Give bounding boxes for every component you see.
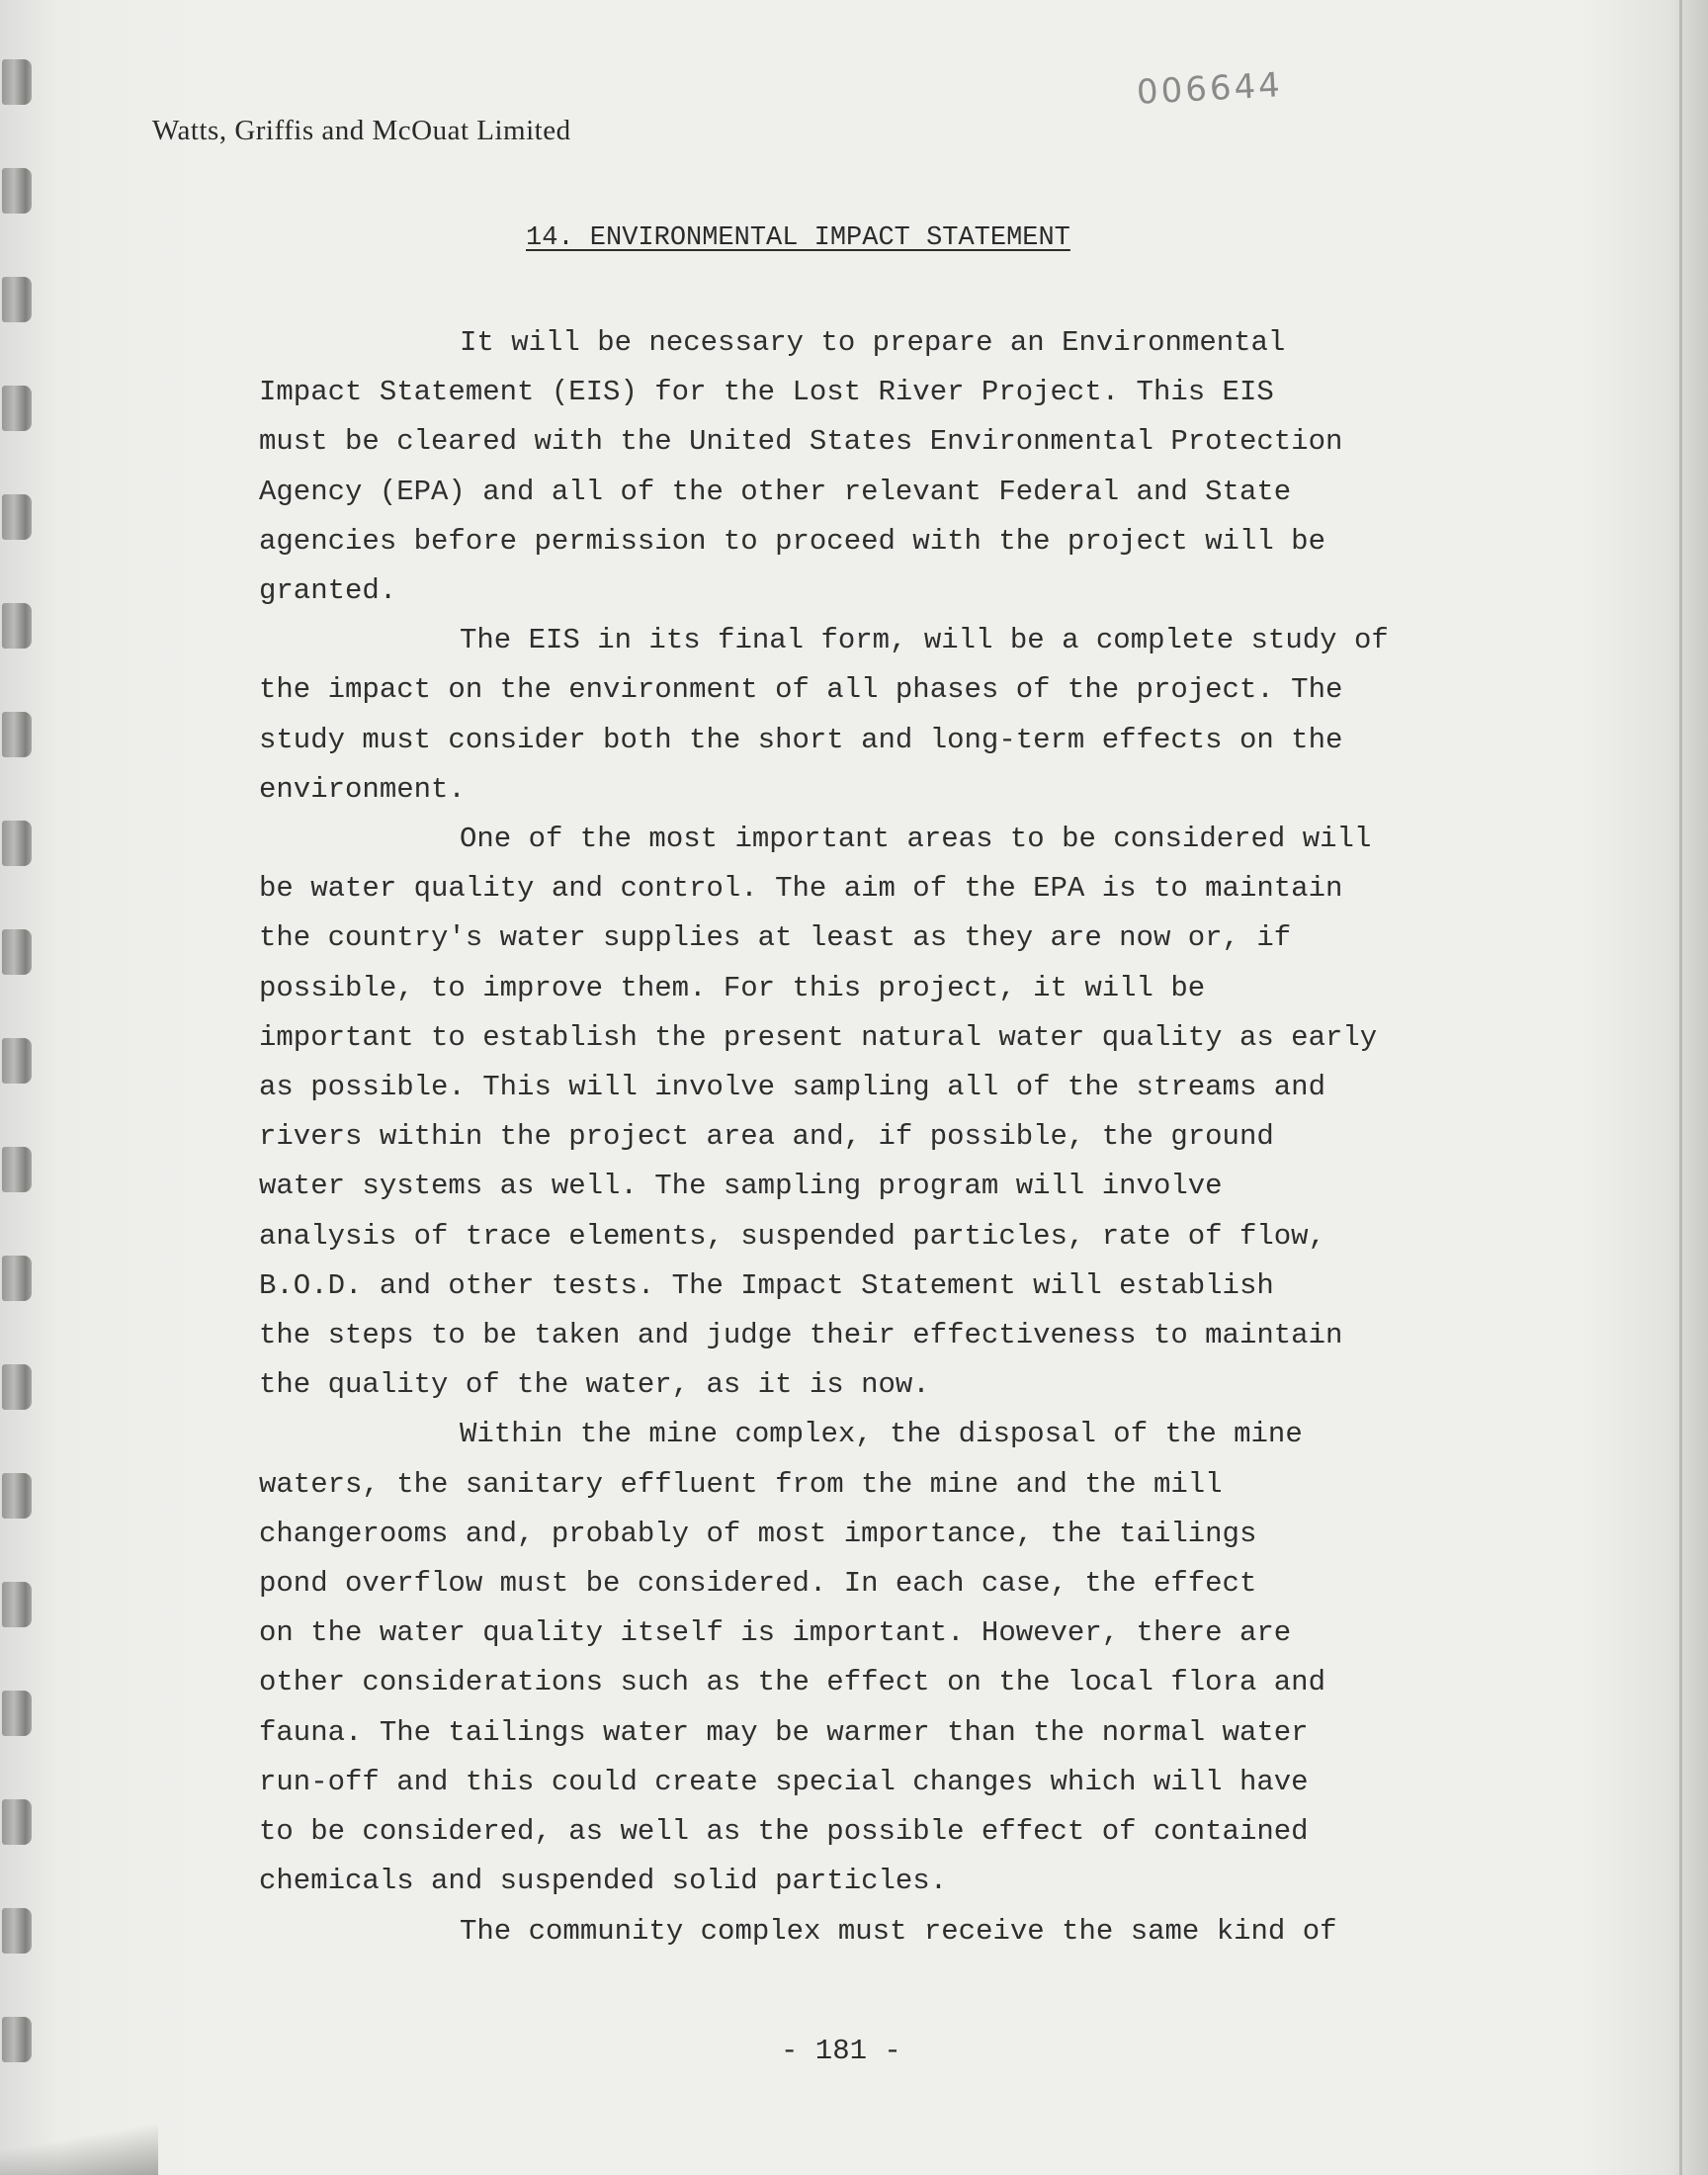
text-line: pond overflow must be considered. In each case, the effect (259, 1567, 1257, 1601)
paragraph (259, 1907, 1564, 1957)
binding-ring (2, 2017, 32, 2062)
page-edge-shadow (1679, 0, 1682, 2175)
text-line: the steps to be taken and judge their effectiveness to maintain (259, 1319, 1343, 1352)
binding-ring (2, 712, 32, 757)
text-line: to be considered, as well as the possible effect of contained (259, 1815, 1309, 1849)
text-line: as possible. This will involve sampling all of the streams and (259, 1071, 1325, 1104)
binding-ring (2, 59, 32, 105)
text-line: the impact on the environment of all phases of the project. The (259, 673, 1343, 707)
text-line: It will be necessary to prepare an Environmental (460, 326, 1286, 359)
binding-ring (2, 1799, 32, 1845)
text-line: Agency (EPA) and all of the other relevant Federal and State (259, 475, 1292, 508)
binding-ring (2, 821, 32, 866)
text-line: important to establish the present natural water quality as early (259, 1020, 1378, 1054)
document-number: 006644 (1136, 65, 1284, 113)
text-line: analysis of trace elements, suspended particles, rate of flow, (259, 1219, 1325, 1253)
binding-ring (2, 1691, 32, 1736)
text-line: chemicals and suspended solid particles. (259, 1865, 948, 1898)
text-line: the quality of the water, as it is now. (259, 1368, 930, 1402)
page-corner-shadow (0, 2116, 158, 2175)
text-line: changerooms and, probably of most importance, the tailings (259, 1517, 1257, 1550)
text-line: waters, the sanitary effluent from the mine and the mill (259, 1467, 1223, 1501)
binding-ring (2, 1364, 32, 1410)
text-line: The EIS in its final form, will be a complete study of (460, 624, 1389, 657)
text-line: possible, to improve them. For this project, it will be (259, 971, 1206, 1004)
binding-ring (2, 1582, 32, 1627)
section-title: 14. ENVIRONMENTAL IMPACT STATEMENT (526, 223, 1070, 253)
text-line: granted. (259, 574, 397, 608)
text-line: must be cleared with the United States Environmental Protection (259, 425, 1343, 459)
text-line: rivers within the project area and, if possible, the ground (259, 1120, 1274, 1154)
binding-ring (2, 603, 32, 649)
binding-ring (2, 1038, 32, 1084)
paragraph (259, 815, 1564, 1410)
text-line: Impact Statement (EIS) for the Lost River Project. This EIS (259, 376, 1274, 409)
text-line: water systems as well. The sampling program will involve (259, 1170, 1223, 1203)
binding-ring (2, 929, 32, 975)
body-text (259, 318, 1564, 1957)
binding-ring (2, 1256, 32, 1301)
binding-ring (2, 1147, 32, 1192)
text-line: One of the most important areas to be considered will (460, 823, 1372, 856)
paragraph (259, 1410, 1564, 1906)
paragraph (259, 616, 1564, 815)
binding-ring (2, 168, 32, 214)
company-letterhead: Watts, Griffis and McOuat Limited (152, 115, 571, 146)
text-line: The community complex must receive the same kind of (460, 1914, 1337, 1948)
binding-ring (2, 494, 32, 540)
page-number: - 181 - (781, 2035, 901, 2067)
text-line: agencies before permission to proceed with the project will be (259, 524, 1325, 558)
text-line: environment. (259, 772, 466, 806)
text-line: the country's water supplies at least as they are now or, if (259, 921, 1292, 955)
paragraph (259, 318, 1564, 616)
spiral-binding (0, 59, 40, 2096)
text-line: run-off and this could create special changes which will have (259, 1765, 1309, 1798)
binding-ring (2, 1473, 32, 1519)
text-line: be water quality and control. The aim of the EPA is to maintain (259, 872, 1343, 906)
text-line: Within the mine complex, the disposal of the mine (460, 1418, 1303, 1451)
text-line: other considerations such as the effect on the local flora and (259, 1666, 1325, 1699)
binding-ring (2, 386, 32, 431)
text-line: B.O.D. and other tests. The Impact Statement will establish (259, 1268, 1274, 1302)
text-line: on the water quality itself is important. However, there are (259, 1616, 1292, 1650)
binding-ring (2, 1908, 32, 1954)
text-line: fauna. The tailings water may be warmer than the normal water (259, 1715, 1309, 1749)
binding-ring (2, 277, 32, 322)
text-line: study must consider both the short and long-term effects on the (259, 723, 1343, 756)
